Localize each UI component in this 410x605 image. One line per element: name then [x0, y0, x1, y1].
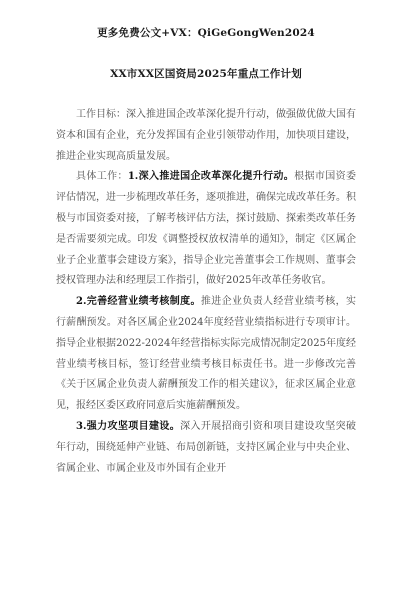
document-body	[56, 105, 356, 479]
item-body: 根据市国资委评估情况，进一步梳理改革任务，逐项推进，确保完成改革任务。积极与市国资委对接，了解考核评估方法，探讨鼓励、探索类改革任务是否需要须完成。印发《调整授权放权清单的通知》，制定《区属企业子企业董事会建设方案》，指导企业完善董事会工作规则、董事会授权管理办法和经理层工作指引，做好2025年改革任务收官。	[56, 171, 357, 287]
item-heading: 1.深入推进国企改革深化提升行动。	[127, 171, 295, 183]
paragraph-item-3	[56, 417, 356, 479]
item-body: 深入开展招商引资和项目建设攻坚突破年行动，围绕延伸产业链、布局创新链，支持区属企业与中央企业、省属企业、市属企业及市外国有企业开	[56, 420, 356, 474]
paragraph-item-1	[56, 167, 356, 292]
item-body: 推进企业负责人经营业绩考核，实行薪酬预发。对各区属企业2024年度经营业绩指标进行专项审计。指导企业根据2022-2024年经营指标实际完成情况制定2025年度经营业绩考核目标，签订经营业绩考核目标责任书。进一步修改完善《关于区属企业负责人薪酬预发工作的相关建议》，征求区属企业意见，报经区委区政府同意后实施薪酬预发。	[56, 296, 356, 412]
paragraph-goal	[56, 105, 356, 167]
paragraph-lead: 具体工作：	[76, 171, 128, 183]
document-title: XX市XX区国资局2025年重点工作计划	[110, 68, 302, 80]
item-heading: 3.强力攻坚项目建设。	[76, 420, 181, 432]
paragraph-item-2	[56, 292, 356, 417]
paragraph-lead: 工作目标：深入推进国企改革深化提升行动，做强做优做大国有资本和国有企业，充分发挥国有企业引领带动作用，加快项目建设，推进企业实现高质量发展。	[56, 109, 356, 162]
document-page	[0, 25, 410, 605]
item-heading: 2.完善经营业绩考核制度。	[76, 296, 201, 308]
promo-banner: 更多免费公文+VX：QiGeGongWen2024	[97, 27, 315, 39]
